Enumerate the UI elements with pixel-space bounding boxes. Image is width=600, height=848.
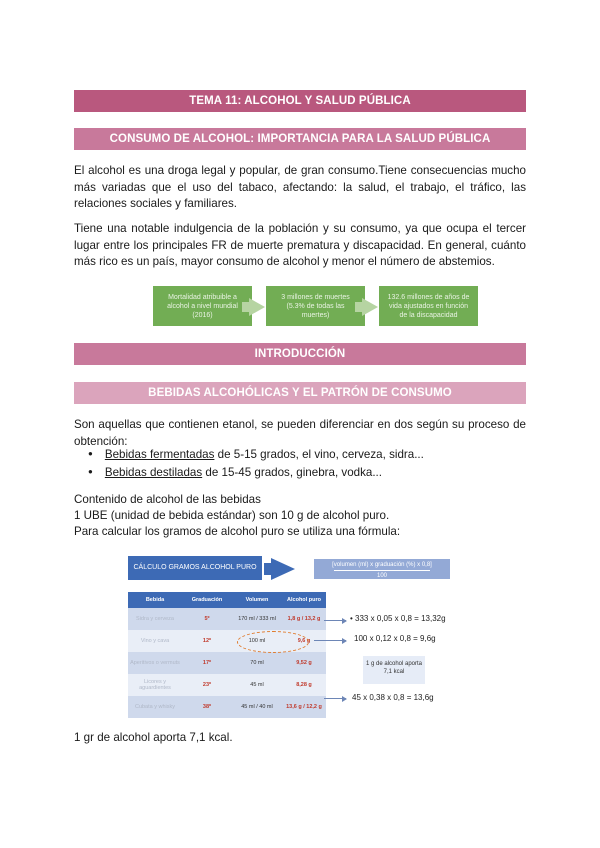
alcohol-calculation-figure bbox=[128, 556, 476, 712]
paragraph-etanol: Son aquellas que contienen etanol, se pueden diferenciar en dos según su proceso de obtención: bbox=[74, 418, 526, 448]
flow-arrow-2-icon bbox=[362, 298, 378, 316]
cell-volumen: 170 ml / 333 ml bbox=[232, 608, 282, 630]
table-row bbox=[128, 608, 326, 630]
paragraph-intro: El alcohol es una droga legal y popular, de gran consumo.Tiene consecuencias mucho más variadas que el uso del tabaco, afectando: la salud, el trabajo, el tráfico, las relaciones sociales y familiares. bbox=[74, 164, 526, 210]
cell-graduacion: 5º bbox=[182, 608, 232, 630]
cell-alcohol: 1,8 g / 13,2 g bbox=[282, 608, 326, 630]
flow-box-mortality: Mortalidad atribuible a alcohol a nivel mundial (2016) bbox=[153, 286, 252, 326]
section-header-consumo: CONSUMO DE ALCOHOL: IMPORTANCIA PARA LA SALUD PÚBLICA bbox=[74, 128, 526, 150]
formula-numerator: [volumen (ml) x graduación (%) x 0,8] bbox=[332, 562, 432, 568]
cell-graduacion: 12º bbox=[182, 630, 232, 652]
cell-volumen: 100 ml bbox=[232, 630, 282, 652]
flow-box-daly: 132.6 millones de años de vida ajustados en función de la discapacidad bbox=[379, 286, 478, 326]
page-title: TEMA 11: ALCOHOL Y SALUD PÚBLICA bbox=[74, 90, 526, 112]
table-row bbox=[128, 674, 326, 696]
cell-bebida: Sidra y cerveza bbox=[128, 608, 182, 630]
cell-bebida: Vino y cava bbox=[128, 630, 182, 652]
cell-graduacion: 17º bbox=[182, 652, 232, 674]
formula-divider bbox=[334, 570, 430, 571]
column-header: Graduación bbox=[182, 592, 232, 608]
cell-volumen: 45 ml / 40 ml bbox=[232, 696, 282, 718]
figure-title: CÁLCULO GRAMOS ALCOHOL PURO bbox=[128, 556, 262, 580]
column-header: Alcohol puro bbox=[282, 592, 326, 608]
line-kcal: 1 gr de alcohol aporta 7,1 kcal. bbox=[74, 731, 233, 744]
list-item bbox=[88, 465, 424, 483]
cell-volumen: 45 ml bbox=[232, 674, 282, 696]
pointer-arrow-3-icon bbox=[324, 698, 346, 699]
highlight-ellipse bbox=[237, 631, 309, 653]
cell-alcohol: 8,28 g bbox=[282, 674, 326, 696]
term-destiladas: Bebidas destiladas bbox=[104, 465, 203, 479]
pointer-arrow-2-icon bbox=[314, 640, 346, 641]
paragraph-indulgence: Tiene una notable indulgencia de la población y su consumo, ya que ocupa el tercer lugar entre los principales FR de muerte prematura y discapacidad. En general, cuánto más rico es un país, mayor consumo de alcohol y menor el número de abstemios. bbox=[74, 222, 526, 268]
line-ube: 1 UBE (unidad de bebida estándar) son 10 g de alcohol puro. bbox=[74, 509, 390, 522]
section-header-bebidas: BEBIDAS ALCOHÓLICAS Y EL PATRÓN DE CONSUMO bbox=[74, 382, 526, 404]
list-item-text: de 15-45 grados, ginebra, vodka... bbox=[202, 465, 382, 479]
figure-arrow-icon bbox=[271, 558, 295, 580]
list-item-text: de 5-15 grados, el vino, cerveza, sidra... bbox=[214, 448, 424, 461]
formula-box bbox=[314, 559, 450, 579]
equation-whisky: 45 x 0,38 x 0,8 = 13,6g bbox=[352, 693, 434, 702]
formula-denominator: 100 bbox=[376, 573, 387, 579]
cell-bebida: Cubata y whisky bbox=[128, 696, 182, 718]
cell-graduacion: 38º bbox=[182, 696, 232, 718]
column-header: Volumen bbox=[232, 592, 282, 608]
cell-alcohol: 9,6 g bbox=[282, 630, 326, 652]
cell-bebida: Aperitivos o vermuts bbox=[128, 652, 182, 674]
pointer-arrow-1-icon bbox=[324, 620, 346, 621]
equation-vino: 100 x 0,12 x 0,8 = 9,6g bbox=[354, 634, 436, 643]
table-row bbox=[128, 696, 326, 718]
column-header: Bebida bbox=[128, 592, 182, 608]
term-fermentadas: Bebidas fermentadas bbox=[104, 448, 215, 461]
beverage-list bbox=[88, 447, 424, 482]
equation-cerveza: • 333 x 0,05 x 0,8 = 13,32g bbox=[350, 614, 446, 623]
line-formula: Para calcular los gramos de alcohol puro se utiliza una fórmula: bbox=[74, 525, 401, 538]
cell-alcohol: 9,52 g bbox=[282, 652, 326, 674]
cell-bebida: Licores y aguardientes bbox=[128, 674, 182, 696]
cell-volumen: 70 ml bbox=[232, 652, 282, 674]
flow-box-deaths: 3 millones de muertes (5.3% de todas las muertes) bbox=[266, 286, 365, 326]
beverage-table bbox=[128, 592, 326, 718]
line-contenido: Contenido de alcohol de las bebidas bbox=[74, 493, 261, 506]
table-row bbox=[128, 652, 326, 674]
section-header-introduccion: INTRODUCCIÓN bbox=[74, 343, 526, 365]
cell-alcohol: 13,6 g / 12,2 g bbox=[282, 696, 326, 718]
kcal-note: 1 g de alcohol aporta 7,1 kcal bbox=[363, 656, 425, 684]
table-header-row bbox=[128, 592, 326, 608]
cell-graduacion: 23º bbox=[182, 674, 232, 696]
flow-arrow-1-icon bbox=[249, 298, 265, 316]
list-item bbox=[88, 447, 424, 465]
